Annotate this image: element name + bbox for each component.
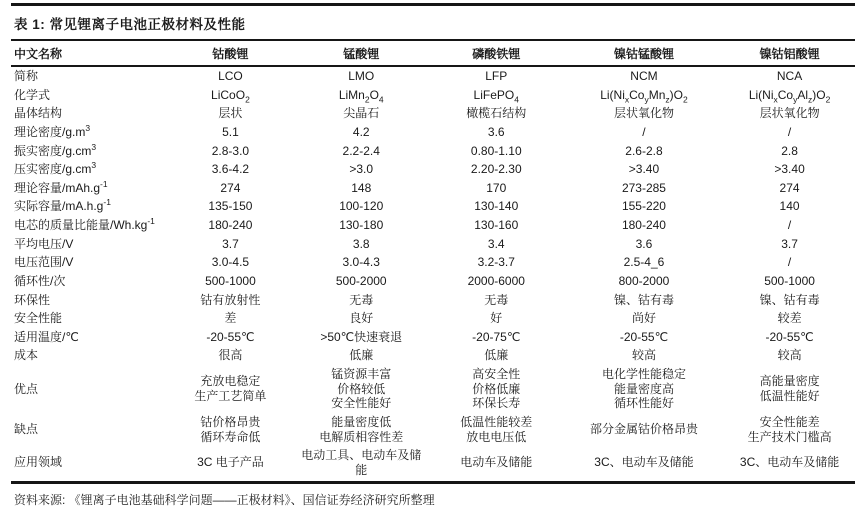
table-cell: 橄榄石结构 (466, 106, 527, 121)
table-row (11, 142, 855, 161)
table-cell: 4.2 (352, 124, 370, 139)
table-cell: 130-160 (474, 218, 519, 232)
table-cell: 140 (779, 199, 800, 214)
row-label: 压实密度$/g.cm^3$ (14, 160, 97, 177)
row-label: 理论容量$/mAh.g^{-1}$ (14, 178, 108, 195)
table-cell: 安全性能差 生产技术门槛高 (747, 414, 832, 444)
table-cell: 100-120 (339, 199, 384, 214)
table-cell: 500-1000 (205, 273, 256, 288)
table-cell: 3.7 (222, 236, 239, 251)
table-cell: 3.6 (487, 124, 505, 139)
row-label: 安全性能 (14, 311, 63, 326)
row-label: 实际容量$/mA.h.g^{-1}$ (14, 197, 111, 214)
source-note: 资料来源: 《锂离子电池基础科学问题——正极材料》、国信证券经济研究所整理 (14, 493, 435, 508)
table-cell: NCA (776, 69, 803, 83)
table-cell: 无毒 (484, 292, 509, 307)
column-header: 镍钴铝酸锂 (724, 41, 855, 66)
row-label: 简称 (14, 69, 39, 83)
table-row (11, 309, 855, 328)
table-cell: 3.0-4.3 (342, 255, 380, 270)
table-row (11, 365, 855, 413)
table-cell: 3.6-4.2 (211, 162, 250, 177)
table-cell: / (787, 124, 792, 139)
table-cell: 差 (224, 311, 237, 326)
table-row (11, 291, 855, 310)
row-label: 成本 (14, 348, 39, 363)
table-cell: 较差 (777, 311, 802, 326)
column-header-name: 中文名称 (11, 41, 167, 66)
table-cell: -20-55℃ (765, 329, 814, 344)
table-row (11, 413, 855, 446)
column-header: 镍钴锰酸锂 (564, 41, 724, 66)
table-row (11, 123, 855, 142)
table-cell: -20-55℃ (619, 329, 669, 344)
table-row (11, 272, 855, 291)
table-cell: 电动工具、电动车及储能 (294, 446, 429, 483)
table-row (11, 160, 855, 179)
table-cell: 层状 (218, 106, 243, 121)
table-cell: 充放电稳定 生产工艺简单 (194, 374, 267, 403)
table-row (11, 179, 855, 198)
row-label: 优点 (14, 381, 39, 396)
row-label: 晶体结构 (14, 106, 63, 121)
table-cell: 能量密度低 电解质相容性差 (319, 414, 404, 444)
table-cell: 很高 (218, 348, 243, 363)
table-cell: 3C、电动车及储能 (724, 446, 855, 483)
table-cell: 无毒 (349, 292, 374, 307)
table-cell: 3.7 (781, 236, 798, 251)
table-cell: 2.8-3.0 (211, 143, 250, 158)
row-label: 化学式 (14, 87, 51, 102)
table-cell: 镍、钴有毒 (759, 292, 820, 307)
table-row (11, 197, 855, 216)
column-header: 磷酸铁锂 (429, 41, 564, 66)
table-cell: 3.6 (635, 236, 653, 251)
table-cell: 0.80-1.10 (470, 143, 522, 158)
table-cell: 好 (490, 311, 503, 326)
table-cell: 2.6-2.8 (625, 143, 663, 158)
table-cell: 274 (220, 180, 241, 195)
table-cell: 180-240 (621, 218, 666, 232)
table-cell: NCM (630, 69, 658, 83)
table-cell: 较高 (631, 348, 656, 363)
table-cell: 2.5-4_6 (623, 255, 665, 270)
table-cell: 层状氧化物 (759, 106, 820, 121)
table-cell: 2.2-2.4 (342, 143, 380, 158)
table-cell: 273-285 (621, 180, 666, 195)
table-cell: 3C 电子产品 (167, 446, 294, 483)
table-row (11, 253, 855, 272)
table-row (11, 216, 855, 235)
row-label: 适用温度/℃ (14, 329, 79, 344)
row-label: 电压范围/V (14, 255, 74, 270)
row-label: 应用领域 (11, 446, 167, 483)
table-cell: 高安全性 价格低廉 环保长寿 (472, 367, 521, 411)
table-cell: >3.0 (349, 162, 374, 177)
table-cell: $LiMn_2O_4$ (338, 87, 384, 105)
table-row (11, 66, 855, 86)
table-row (11, 86, 855, 105)
table-cell: >3.40 (628, 162, 660, 177)
table-cell: 钴有放射性 (200, 292, 261, 307)
table-cell: 148 (351, 180, 372, 195)
table-title: 表 1: 常见锂离子电池正极材料及性能 (11, 6, 855, 41)
table-cell: >3.40 (774, 162, 805, 177)
table-cell: 电动车及储能 (429, 446, 564, 483)
table-cell: / (787, 255, 792, 270)
table-cell: LMO (348, 69, 375, 83)
table-cell: $Li(Ni_xCo_yAl_z)O_2$ (748, 87, 831, 105)
table-cell: 2.8 (781, 143, 798, 158)
table-cell: 较高 (777, 348, 802, 363)
table-cell: 低廉 (484, 348, 509, 363)
table-cell: 155-220 (621, 199, 666, 214)
table-cell: -20-55℃ (206, 329, 255, 344)
column-header: 锰酸锂 (294, 41, 429, 66)
materials-table (11, 41, 855, 484)
table-cell: 尚好 (631, 311, 656, 326)
table-row (11, 328, 855, 347)
table-cell: 135-150 (208, 199, 253, 214)
table-cell: 尖晶石 (343, 106, 380, 121)
materials-table-body (11, 66, 855, 483)
table-cell: 钴价格昂贵 循环寿命低 (200, 414, 261, 444)
table-cell: 高能量密度 低温性能好 (759, 374, 820, 403)
table-cell: 低廉 (349, 348, 374, 363)
row-label: 缺点 (14, 422, 39, 437)
row-label: 环保性 (14, 292, 51, 307)
table-row (11, 104, 855, 123)
table-row (11, 446, 855, 483)
table-cell: 180-240 (208, 218, 253, 232)
table-cell: -20-75℃ (472, 329, 521, 344)
materials-table-head-row (11, 41, 855, 66)
materials-table-head (11, 41, 855, 66)
row-label: 电芯的质量比能量$/Wh.kg^{-1}$ (14, 216, 155, 232)
row-label: 循环性/次 (14, 273, 66, 288)
table-cell: 800-2000 (618, 273, 670, 288)
table-cell: >50℃快速衰退 (320, 329, 403, 344)
table-cell: 低温性能较差 放电电压低 (460, 414, 533, 444)
table-cell: / (787, 218, 792, 232)
table-cell: 层状氧化物 (613, 106, 674, 121)
table-cell: 5.1 (222, 124, 239, 139)
table-cell: 3C、电动车及储能 (564, 446, 724, 483)
table-cell: LiCoO$_2$ (211, 87, 250, 105)
table-cell: 镍、钴有毒 (613, 292, 674, 307)
table-cell: 锰资源丰富 价格较低 安全性能好 (331, 367, 392, 411)
table-cell: 3.8 (352, 236, 370, 251)
table-cell: 170 (486, 180, 507, 195)
table-row (11, 235, 855, 254)
row-label: 理论密度$/g.m^3$ (14, 122, 91, 139)
table-cell: 274 (779, 180, 800, 195)
row-label: 振实密度$/g.cm^3$ (14, 141, 97, 158)
column-header: 钴酸锂 (167, 41, 294, 66)
table-cell: 2.20-2.30 (470, 162, 522, 177)
table-cell: $Li(Ni_xCo_yMn_z)O_2$ (600, 87, 688, 105)
table-cell: 500-2000 (335, 273, 387, 288)
table-cell: 500-1000 (764, 273, 815, 288)
table-cell: 3.0-4.5 (211, 255, 250, 270)
table-cell: 3.2-3.7 (477, 255, 515, 270)
table-cell: 3.4 (487, 236, 505, 251)
table-row (11, 346, 855, 365)
row-label: 平均电压/V (14, 236, 74, 251)
table-cell: LiFePO$_4$ (473, 87, 519, 105)
table-cell: 电化学性能稳定 能量密度高 循环性能好 (601, 367, 686, 411)
table-cell: 部分金属钴价格昂贵 (589, 422, 698, 437)
table-cell: 良好 (349, 311, 374, 326)
table-cell: LFP (485, 69, 508, 83)
table-cell: 2000-6000 (467, 273, 525, 288)
table-cell: / (642, 124, 646, 139)
table-cell: 130-140 (474, 199, 519, 214)
table-cell: 130-180 (339, 218, 384, 232)
table-cell: LCO (218, 69, 243, 83)
